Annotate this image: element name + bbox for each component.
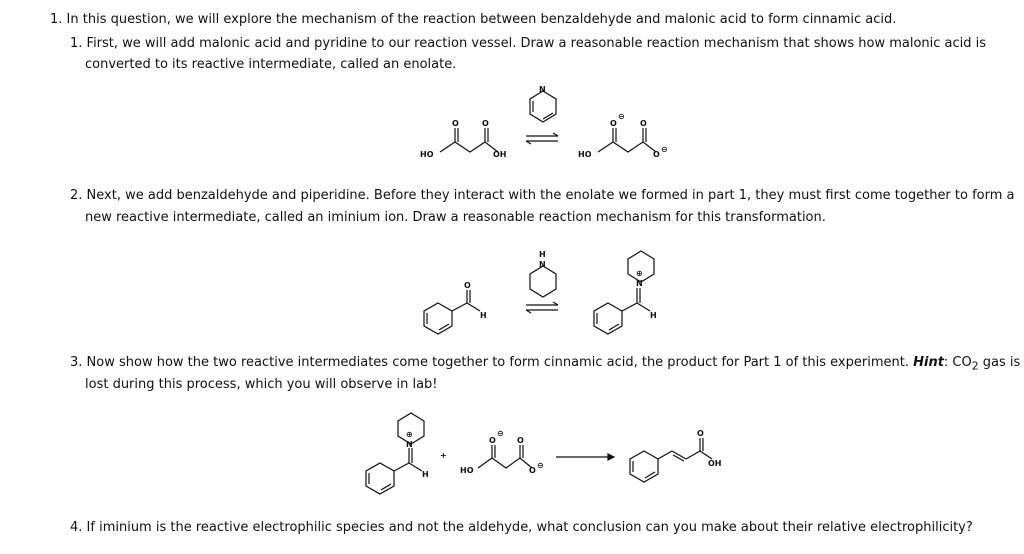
enolate-reactant-minus1: ⊖: [497, 429, 504, 438]
reactant-plus-sign: +: [440, 451, 447, 460]
cinnamic-o-label: O: [697, 429, 704, 438]
benzaldehyde-structure: [424, 281, 487, 334]
part1-text-line2: converted to its reactive intermediate, called an enolate.: [85, 57, 457, 72]
cinnamic-acid-structure: [630, 429, 722, 482]
piperidine-structure: [530, 250, 556, 297]
enolate-reactant-o1: O: [489, 436, 496, 445]
iminium-reactant-n-label: N: [406, 440, 413, 449]
part3-hint: Hint: [913, 355, 944, 370]
part1-text-line1: 1. First, we will add malonic acid and pyridine to our reaction vessel. Draw a reasonable reaction mechanism that shows how malonic acid is: [70, 36, 987, 51]
enolate-o3-label: O: [653, 150, 660, 159]
enolate-o1-label: O: [610, 119, 617, 128]
malonic-o2-label: O: [482, 119, 489, 128]
iminium-n-label: N: [636, 279, 643, 288]
equilibrium-arrows-2: [526, 302, 558, 313]
part3-sub: 2: [971, 359, 979, 373]
piperidine-h-label: H: [539, 250, 546, 259]
enolate-reactant-structure: [460, 429, 544, 475]
malonic-oh-label: OH: [493, 150, 507, 159]
enolate-reactant-ho: HO: [460, 466, 474, 475]
iminium-reactant-h-label: H: [422, 470, 429, 479]
pyridine-structure: [530, 85, 556, 122]
piperidine-n-label: N: [539, 260, 546, 269]
part2-text-line2: new reactive intermediate, called an iminium ion. Draw a reasonable reaction mechanism for this transformation.: [85, 210, 826, 225]
cinnamic-oh-label: OH: [708, 459, 722, 468]
iminium-h-label: H: [650, 311, 657, 320]
enolate-minus2: ⊖: [661, 145, 668, 154]
malonic-acid-structure: [420, 119, 507, 159]
part4-text: 4. If iminium is the reactive electrophilic species and not the aldehyde, what conclusion can you make about their relative electrophilicity?: [70, 520, 973, 535]
part3-suffix: gas is: [978, 355, 1021, 370]
malonic-ho-label: HO: [420, 150, 434, 159]
iminium-reactant-structure: [366, 413, 429, 494]
part3-mid: : CO: [943, 355, 972, 370]
malonic-o1-label: O: [452, 119, 459, 128]
equilibrium-arrows-1: [526, 133, 558, 144]
part3-text-line2: lost during this process, which you will observe in lab!: [85, 377, 438, 392]
enolate-minus1: ⊖: [618, 112, 625, 121]
enolate-reactant-o3: O: [529, 466, 536, 475]
part2-text-line1: 2. Next, we add benzaldehyde and piperidine. Before they interact with the enolate we formed in part 1, they must first come together to form a: [70, 188, 1015, 203]
part3-prefix: 3. Now show how the two reactive intermediates come together to form cinnamic acid, the product for Part 1 of this experiment.: [70, 355, 909, 370]
iminium-structure: [594, 251, 657, 334]
pyridine-n-label: N: [539, 85, 546, 94]
enolate-reactant-o2: O: [517, 436, 524, 445]
iminium-reactant-plus: ⊕: [406, 430, 413, 439]
forward-arrow: [556, 454, 614, 460]
question-title: 1. In this question, we will explore the mechanism of the reaction between benzaldehyde and malonic acid to form cinnamic acid.: [50, 12, 897, 27]
benzaldehyde-o-label: O: [464, 281, 471, 290]
enolate-o2-label: O: [640, 119, 647, 128]
enolate-reactant-minus2: ⊖: [537, 461, 544, 470]
enolate-ho-label: HO: [578, 150, 592, 159]
iminium-plus: ⊕: [636, 269, 643, 278]
enolate-structure: [578, 112, 668, 159]
benzaldehyde-h-label: H: [480, 311, 487, 320]
